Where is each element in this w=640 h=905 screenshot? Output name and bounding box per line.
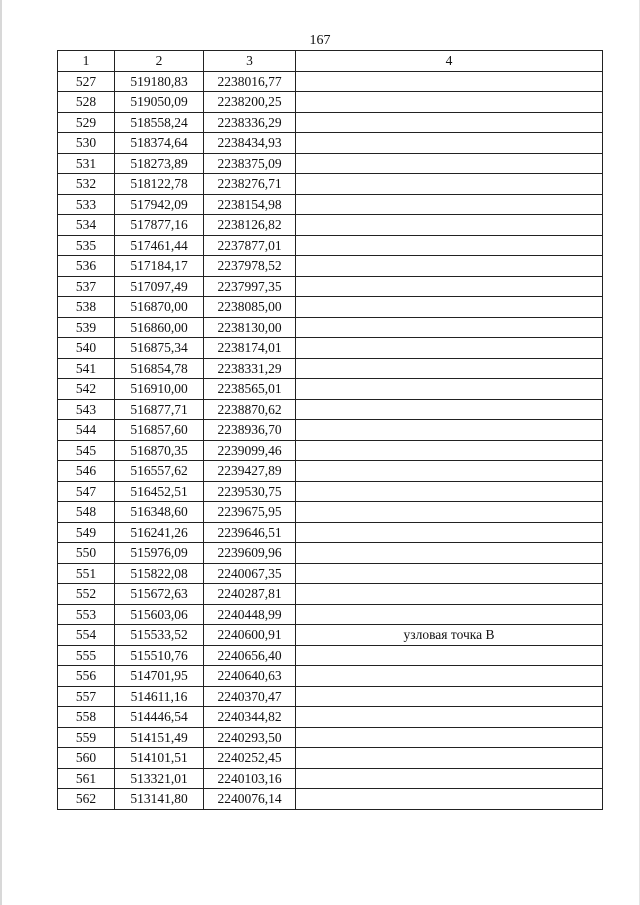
y-coordinate-cell: 2237978,52 bbox=[204, 256, 296, 277]
table-row bbox=[58, 461, 603, 482]
y-coordinate-cell: 2240344,82 bbox=[204, 707, 296, 728]
point-number-cell: 555 bbox=[58, 645, 115, 666]
x-coordinate-cell: 517942,09 bbox=[115, 194, 204, 215]
note-cell bbox=[296, 584, 603, 605]
note-cell bbox=[296, 276, 603, 297]
point-number-cell: 534 bbox=[58, 215, 115, 236]
x-coordinate-cell: 516452,51 bbox=[115, 481, 204, 502]
x-coordinate-cell: 516910,00 bbox=[115, 379, 204, 400]
y-coordinate-cell: 2240252,45 bbox=[204, 748, 296, 769]
y-coordinate-cell: 2240067,35 bbox=[204, 563, 296, 584]
note-cell bbox=[296, 707, 603, 728]
y-coordinate-cell: 2240287,81 bbox=[204, 584, 296, 605]
x-coordinate-cell: 515822,08 bbox=[115, 563, 204, 584]
note-cell bbox=[296, 686, 603, 707]
y-coordinate-cell: 2239099,46 bbox=[204, 440, 296, 461]
note-cell bbox=[296, 420, 603, 441]
x-coordinate-cell: 516854,78 bbox=[115, 358, 204, 379]
note-cell bbox=[296, 543, 603, 564]
page-number: 167 bbox=[309, 33, 331, 48]
note-cell bbox=[296, 174, 603, 195]
x-coordinate-cell: 518122,78 bbox=[115, 174, 204, 195]
table-row bbox=[58, 235, 603, 256]
header-row bbox=[58, 51, 603, 72]
y-coordinate-cell: 2238085,00 bbox=[204, 297, 296, 318]
y-coordinate-cell: 2240076,14 bbox=[204, 789, 296, 810]
y-coordinate-cell: 2238336,29 bbox=[204, 112, 296, 133]
table-header bbox=[58, 51, 603, 72]
x-coordinate-cell: 514701,95 bbox=[115, 666, 204, 687]
note-cell bbox=[296, 666, 603, 687]
y-coordinate-cell: 2240370,47 bbox=[204, 686, 296, 707]
note-cell bbox=[296, 358, 603, 379]
note-cell bbox=[296, 768, 603, 789]
point-number-cell: 529 bbox=[58, 112, 115, 133]
table-row bbox=[58, 522, 603, 543]
x-coordinate-cell: 516241,26 bbox=[115, 522, 204, 543]
header-cell-4: 4 bbox=[296, 51, 603, 72]
y-coordinate-cell: 2238565,01 bbox=[204, 379, 296, 400]
note-cell bbox=[296, 502, 603, 523]
point-number-cell: 528 bbox=[58, 92, 115, 113]
point-number-cell: 554 bbox=[58, 625, 115, 646]
point-number-cell: 532 bbox=[58, 174, 115, 195]
note-cell bbox=[296, 563, 603, 584]
x-coordinate-cell: 513321,01 bbox=[115, 768, 204, 789]
y-coordinate-cell: 2238375,09 bbox=[204, 153, 296, 174]
y-coordinate-cell: 2238174,01 bbox=[204, 338, 296, 359]
table-row bbox=[58, 666, 603, 687]
point-number-cell: 530 bbox=[58, 133, 115, 154]
point-number-cell: 559 bbox=[58, 727, 115, 748]
note-cell bbox=[296, 215, 603, 236]
note-cell bbox=[296, 133, 603, 154]
x-coordinate-cell: 516860,00 bbox=[115, 317, 204, 338]
point-number-cell: 531 bbox=[58, 153, 115, 174]
x-coordinate-cell: 514446,54 bbox=[115, 707, 204, 728]
point-number-cell: 539 bbox=[58, 317, 115, 338]
note-cell bbox=[296, 297, 603, 318]
point-number-cell: 552 bbox=[58, 584, 115, 605]
y-coordinate-cell: 2239675,95 bbox=[204, 502, 296, 523]
table-row bbox=[58, 584, 603, 605]
note-cell bbox=[296, 71, 603, 92]
x-coordinate-cell: 513141,80 bbox=[115, 789, 204, 810]
note-cell bbox=[296, 789, 603, 810]
point-number-cell: 550 bbox=[58, 543, 115, 564]
x-coordinate-cell: 518558,24 bbox=[115, 112, 204, 133]
table-row bbox=[58, 399, 603, 420]
note-cell bbox=[296, 399, 603, 420]
point-number-cell: 540 bbox=[58, 338, 115, 359]
x-coordinate-cell: 515672,63 bbox=[115, 584, 204, 605]
x-coordinate-cell: 516877,71 bbox=[115, 399, 204, 420]
note-cell bbox=[296, 112, 603, 133]
point-number-cell: 545 bbox=[58, 440, 115, 461]
note-cell: узловая точка В bbox=[296, 625, 603, 646]
table-row bbox=[58, 420, 603, 441]
x-coordinate-cell: 518374,64 bbox=[115, 133, 204, 154]
y-coordinate-cell: 2238200,25 bbox=[204, 92, 296, 113]
x-coordinate-cell: 517877,16 bbox=[115, 215, 204, 236]
note-cell bbox=[296, 379, 603, 400]
x-coordinate-cell: 517461,44 bbox=[115, 235, 204, 256]
x-coordinate-cell: 519180,83 bbox=[115, 71, 204, 92]
table-row bbox=[58, 645, 603, 666]
point-number-cell: 557 bbox=[58, 686, 115, 707]
y-coordinate-cell: 2240103,16 bbox=[204, 768, 296, 789]
header-cell-1: 1 bbox=[58, 51, 115, 72]
note-cell bbox=[296, 256, 603, 277]
coordinates-table bbox=[57, 50, 603, 810]
y-coordinate-cell: 2238130,00 bbox=[204, 317, 296, 338]
note-cell bbox=[296, 317, 603, 338]
table-row bbox=[58, 133, 603, 154]
x-coordinate-cell: 514611,16 bbox=[115, 686, 204, 707]
table-row bbox=[58, 379, 603, 400]
table-row bbox=[58, 194, 603, 215]
table-row bbox=[58, 789, 603, 810]
y-coordinate-cell: 2238126,82 bbox=[204, 215, 296, 236]
table-row bbox=[58, 604, 603, 625]
point-number-cell: 547 bbox=[58, 481, 115, 502]
point-number-cell: 561 bbox=[58, 768, 115, 789]
y-coordinate-cell: 2240600,91 bbox=[204, 625, 296, 646]
x-coordinate-cell: 518273,89 bbox=[115, 153, 204, 174]
y-coordinate-cell: 2238936,70 bbox=[204, 420, 296, 441]
note-cell bbox=[296, 461, 603, 482]
table-row bbox=[58, 338, 603, 359]
table-row bbox=[58, 92, 603, 113]
x-coordinate-cell: 516870,00 bbox=[115, 297, 204, 318]
y-coordinate-cell: 2238276,71 bbox=[204, 174, 296, 195]
x-coordinate-cell: 514101,51 bbox=[115, 748, 204, 769]
x-coordinate-cell: 515510,76 bbox=[115, 645, 204, 666]
header-cell-2: 2 bbox=[115, 51, 204, 72]
table-row bbox=[58, 707, 603, 728]
note-cell bbox=[296, 522, 603, 543]
point-number-cell: 562 bbox=[58, 789, 115, 810]
point-number-cell: 543 bbox=[58, 399, 115, 420]
note-cell bbox=[296, 194, 603, 215]
table-row bbox=[58, 317, 603, 338]
table-row bbox=[58, 748, 603, 769]
note-cell bbox=[296, 481, 603, 502]
y-coordinate-cell: 2240448,99 bbox=[204, 604, 296, 625]
table-row bbox=[58, 153, 603, 174]
x-coordinate-cell: 514151,49 bbox=[115, 727, 204, 748]
table-body bbox=[58, 71, 603, 809]
table-row bbox=[58, 71, 603, 92]
note-cell bbox=[296, 748, 603, 769]
point-number-cell: 541 bbox=[58, 358, 115, 379]
table-row bbox=[58, 543, 603, 564]
header-cell-3: 3 bbox=[204, 51, 296, 72]
table-row bbox=[58, 686, 603, 707]
x-coordinate-cell: 515976,09 bbox=[115, 543, 204, 564]
note-cell bbox=[296, 338, 603, 359]
note-cell bbox=[296, 153, 603, 174]
table-row bbox=[58, 768, 603, 789]
x-coordinate-cell: 515533,52 bbox=[115, 625, 204, 646]
point-number-cell: 538 bbox=[58, 297, 115, 318]
x-coordinate-cell: 516857,60 bbox=[115, 420, 204, 441]
note-cell bbox=[296, 645, 603, 666]
y-coordinate-cell: 2239646,51 bbox=[204, 522, 296, 543]
point-number-cell: 527 bbox=[58, 71, 115, 92]
table-row bbox=[58, 297, 603, 318]
y-coordinate-cell: 2239530,75 bbox=[204, 481, 296, 502]
y-coordinate-cell: 2238870,62 bbox=[204, 399, 296, 420]
point-number-cell: 549 bbox=[58, 522, 115, 543]
table-row bbox=[58, 276, 603, 297]
point-number-cell: 556 bbox=[58, 666, 115, 687]
y-coordinate-cell: 2240293,50 bbox=[204, 727, 296, 748]
table-row bbox=[58, 358, 603, 379]
x-coordinate-cell: 517097,49 bbox=[115, 276, 204, 297]
y-coordinate-cell: 2240656,40 bbox=[204, 645, 296, 666]
table-row bbox=[58, 481, 603, 502]
table-row bbox=[58, 440, 603, 461]
x-coordinate-cell: 515603,06 bbox=[115, 604, 204, 625]
table-row bbox=[58, 563, 603, 584]
note-cell bbox=[296, 92, 603, 113]
point-number-cell: 544 bbox=[58, 420, 115, 441]
point-number-cell: 553 bbox=[58, 604, 115, 625]
point-number-cell: 533 bbox=[58, 194, 115, 215]
point-number-cell: 551 bbox=[58, 563, 115, 584]
note-cell bbox=[296, 235, 603, 256]
table-row bbox=[58, 174, 603, 195]
scan-edge-left bbox=[0, 0, 2, 905]
point-number-cell: 560 bbox=[58, 748, 115, 769]
y-coordinate-cell: 2239609,96 bbox=[204, 543, 296, 564]
y-coordinate-cell: 2238154,98 bbox=[204, 194, 296, 215]
y-coordinate-cell: 2240640,63 bbox=[204, 666, 296, 687]
table-row bbox=[58, 727, 603, 748]
note-cell bbox=[296, 440, 603, 461]
point-number-cell: 558 bbox=[58, 707, 115, 728]
point-number-cell: 536 bbox=[58, 256, 115, 277]
note-cell bbox=[296, 604, 603, 625]
table-row bbox=[58, 502, 603, 523]
point-number-cell: 537 bbox=[58, 276, 115, 297]
point-number-cell: 542 bbox=[58, 379, 115, 400]
x-coordinate-cell: 516870,35 bbox=[115, 440, 204, 461]
note-cell bbox=[296, 727, 603, 748]
point-number-cell: 535 bbox=[58, 235, 115, 256]
x-coordinate-cell: 516557,62 bbox=[115, 461, 204, 482]
table-row bbox=[58, 215, 603, 236]
table-row bbox=[58, 256, 603, 277]
y-coordinate-cell: 2237877,01 bbox=[204, 235, 296, 256]
x-coordinate-cell: 516348,60 bbox=[115, 502, 204, 523]
y-coordinate-cell: 2239427,89 bbox=[204, 461, 296, 482]
x-coordinate-cell: 519050,09 bbox=[115, 92, 204, 113]
table-row bbox=[58, 112, 603, 133]
y-coordinate-cell: 2238016,77 bbox=[204, 71, 296, 92]
table-row bbox=[58, 625, 603, 646]
y-coordinate-cell: 2238331,29 bbox=[204, 358, 296, 379]
x-coordinate-cell: 516875,34 bbox=[115, 338, 204, 359]
y-coordinate-cell: 2238434,93 bbox=[204, 133, 296, 154]
point-number-cell: 546 bbox=[58, 461, 115, 482]
x-coordinate-cell: 517184,17 bbox=[115, 256, 204, 277]
point-number-cell: 548 bbox=[58, 502, 115, 523]
y-coordinate-cell: 2237997,35 bbox=[204, 276, 296, 297]
